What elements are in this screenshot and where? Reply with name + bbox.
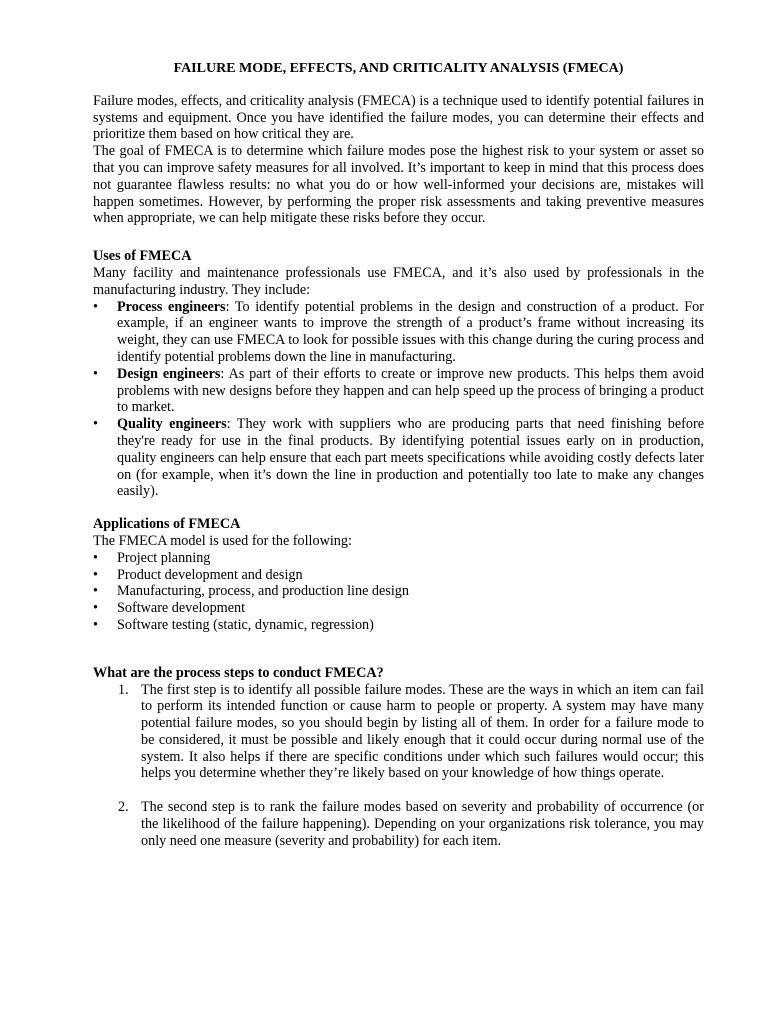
process-step-1 xyxy=(93,682,704,783)
process-heading: What are the process steps to conduct FMECA? xyxy=(93,664,384,681)
uses-item-term: Process engineers xyxy=(117,298,226,315)
uses-list xyxy=(93,299,704,501)
applications-item: • Project planning xyxy=(93,549,211,566)
uses-item-text: : As part of their efforts to create or improve new products. This helps them avoid problems with new designs before they happen and can help speed up the process of bringing a product to market. xyxy=(117,365,704,416)
step-number: 1. xyxy=(118,681,129,698)
intro-paragraph-1: Failure modes, effects, and criticality analysis (FMECA) is a technique used to identify potential failures in systems and equipment. Once you have identified the failure modes, you can determine their effects and prioritize them based on how critical they are. xyxy=(93,92,704,143)
uses-item-quality-engineers xyxy=(93,416,704,500)
bullet-icon: • xyxy=(93,549,98,566)
applications-heading: Applications of FMECA xyxy=(93,516,241,533)
bullet-icon: • xyxy=(93,365,98,382)
step-text: The first step is to identify all possible failure modes. These are the ways in which an item can fail to perform its intended function or cause harm to people or property. A system may have many potential failure modes, so you should begin by listing all of them. In order for a failure mode to be considered, it must be possible and likely enough that it could occur during normal use of the system. It also helps if there are specific conditions under which such failures would occur; this helps you determine whether they’re likely based on your knowledge of how things operate. xyxy=(141,681,704,782)
bullet-icon: • xyxy=(93,600,98,617)
uses-item-design-engineers xyxy=(93,366,704,416)
uses-item-process-engineers xyxy=(93,299,704,366)
bullet-icon: • xyxy=(93,566,98,583)
process-step-2 xyxy=(93,799,704,849)
applications-item: • Software testing (static, dynamic, regression) xyxy=(93,616,374,633)
step-text: The second step is to rank the failure modes based on severity and probability of occurrence (or the likelihood of the failure happening). Depending on your organizations risk tolerance, you may only need one measure (severity and probability) for each item. xyxy=(141,799,704,849)
uses-item-term: Quality engineers xyxy=(117,416,227,433)
uses-item-term: Design engineers xyxy=(117,365,221,382)
uses-item-text: : To identify potential problems in the design and construction of a product. For example, if an engineer wants to improve the strength of a product’s frame without increasing its weight, they can use FMECA to look for possible issues with this change during the curing process and identify potential problems down the line in manufacturing. xyxy=(117,298,705,365)
uses-item-text: : They work with suppliers who are producing parts that need finishing before they're ready for use in the final products. By identifying potential issues early on in production, quality engineers can help ensure that each part meets specifications while avoiding costly defects later on (for example, when it’s down the line in production and potentially too late to make any changes easily). xyxy=(117,416,704,500)
document-title: FAILURE MODE, EFFECTS, AND CRITICALITY ANALYSIS (FMECA) xyxy=(173,61,624,76)
step-number: 2. xyxy=(118,799,129,816)
applications-lead: The FMECA model is used for the following: xyxy=(93,532,352,549)
bullet-icon: • xyxy=(93,616,98,633)
applications-item: • Manufacturing, process, and production line design xyxy=(93,583,409,600)
process-steps-list xyxy=(93,682,704,850)
bullet-icon: • xyxy=(93,583,98,600)
applications-item: • Software development xyxy=(93,600,246,617)
uses-heading: Uses of FMECA xyxy=(93,248,192,265)
intro-paragraph-2: The goal of FMECA is to determine which failure modes pose the highest risk to your system or asset so that you can improve safety measures for all involved. It’s important to keep in mind that this process does not guarantee flawless results: no what you do or how well-informed your decisions are, mistakes will happen sometimes. However, by performing the proper risk assessments and taking preventive measures when appropriate, we can help mitigate these risks before they occur. xyxy=(93,143,704,227)
bullet-icon: • xyxy=(93,298,98,315)
bullet-icon: • xyxy=(93,416,98,433)
applications-list xyxy=(93,550,704,634)
uses-lead: Many facility and maintenance professionals use FMECA, and it’s also used by professionals in the manufacturing industry. They include: xyxy=(93,264,704,298)
applications-item: • Product development and design xyxy=(93,566,303,583)
